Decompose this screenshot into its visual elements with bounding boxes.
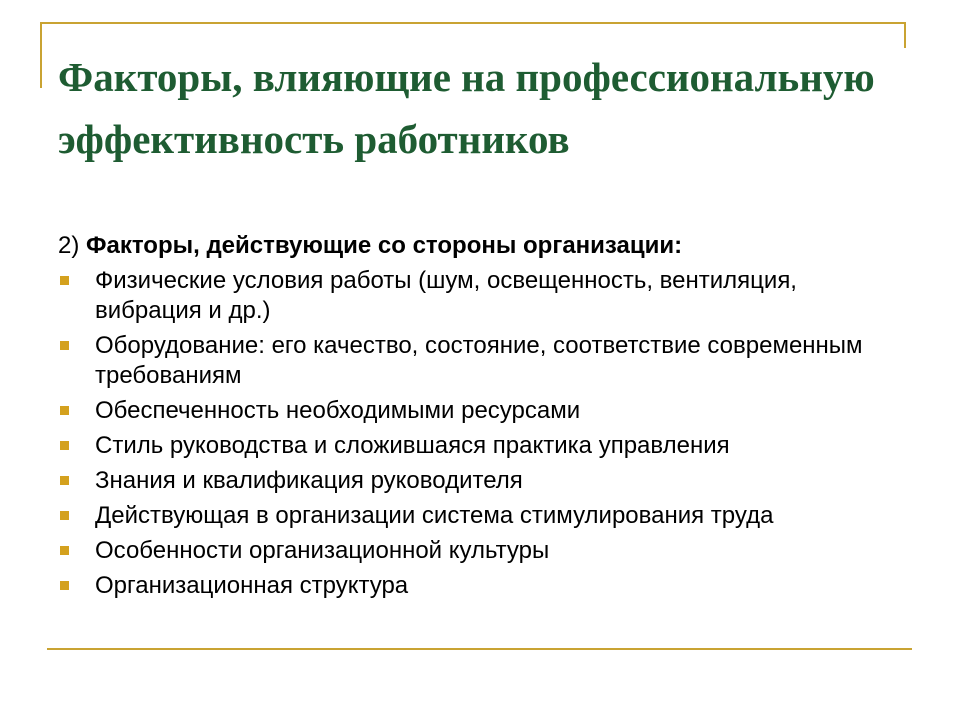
- list-item-text: Организационная структура: [95, 572, 409, 599]
- frame-left-rule: [40, 22, 42, 88]
- bullet-list: [58, 266, 908, 601]
- list-item: [58, 266, 908, 326]
- square-bullet-icon: [60, 276, 69, 285]
- list-item: [58, 501, 908, 531]
- square-bullet-icon: [60, 581, 69, 590]
- list-item-text: Знания и квалификация руководителя: [95, 467, 523, 494]
- list-item: [58, 431, 908, 461]
- list-item: [58, 571, 908, 601]
- square-bullet-icon: [60, 511, 69, 520]
- square-bullet-icon: [60, 441, 69, 450]
- square-bullet-icon: [60, 476, 69, 485]
- list-item-text: Особенности организационной культуры: [95, 537, 550, 564]
- list-item: [58, 466, 908, 496]
- list-item-text: Обеспеченность необходимыми ресурсами: [95, 397, 581, 424]
- square-bullet-icon: [60, 546, 69, 555]
- square-bullet-icon: [60, 406, 69, 415]
- list-item: [58, 536, 908, 566]
- list-item: [58, 396, 908, 426]
- frame-right-rule: [904, 22, 906, 48]
- slide-content: [58, 230, 908, 606]
- subheading-text: Факторы, действующие со стороны организации:: [86, 232, 683, 259]
- slide-title: Факторы, влияющие на профессиональную эффективность работников: [58, 54, 875, 162]
- list-item-text: Стиль руководства и сложившаяся практика управления: [95, 432, 730, 459]
- list-item-text: Действующая в организации система стимулирования труда: [95, 502, 774, 529]
- list-item-text: Оборудование: его качество, состояние, соответствие современным требованиям: [95, 332, 863, 389]
- list-item: [58, 331, 908, 391]
- square-bullet-icon: [60, 341, 69, 350]
- frame-top-rule: [40, 22, 906, 24]
- subheading: [58, 230, 908, 262]
- subheading-number: 2): [58, 232, 80, 259]
- list-item-text: Физические условия работы (шум, освещенность, вентиляция, вибрация и др.): [95, 267, 797, 324]
- frame-bottom-rule: [47, 648, 912, 650]
